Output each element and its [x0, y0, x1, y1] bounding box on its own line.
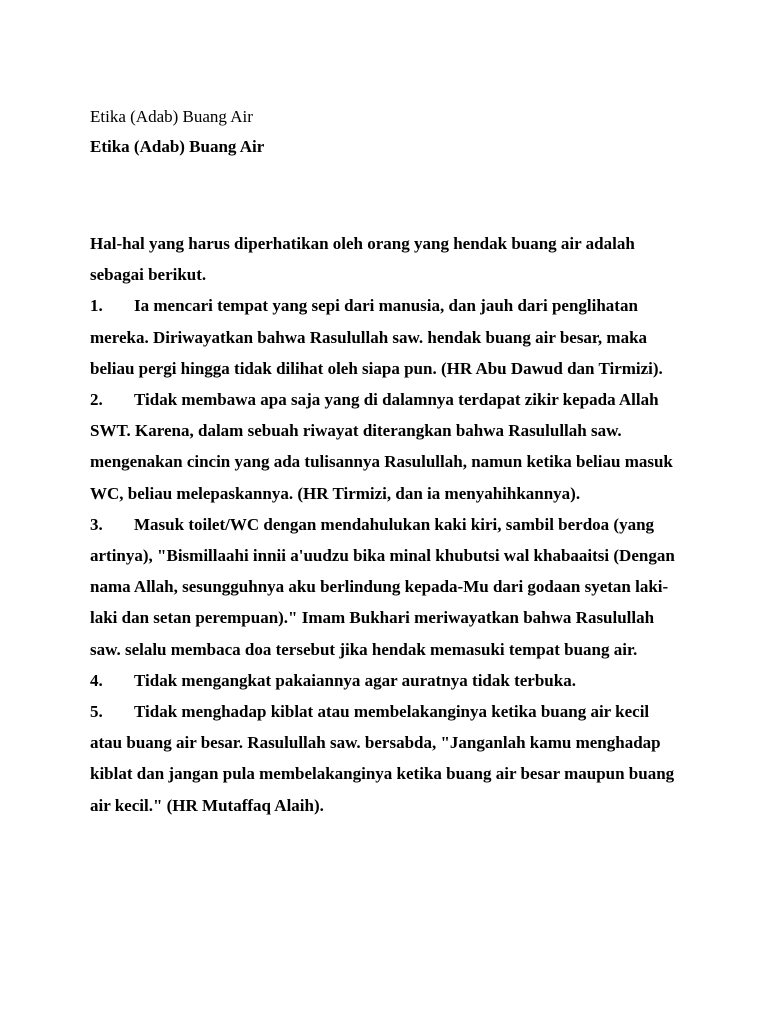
document-heading: Etika (Adab) Buang Air — [90, 137, 265, 156]
list-item-5 — [90, 696, 680, 821]
document-body — [90, 228, 680, 821]
list-item-number: 3. — [90, 514, 103, 534]
list-item-3 — [90, 509, 680, 665]
list-item-text: Tidak membawa apa saja yang di dalamnya terdapat zikir kepada Allah SWT. Karena, dalam sebuah riwayat diterangkan bahwa Rasulullah saw. mengenakan cincin yang ada tulisannya Rasulullah, namun ketika beliau masuk WC, beliau melepaskannya. (HR Tirmizi, dan ia menyahihkannya). — [90, 390, 673, 503]
list-item-text: Ia mencari tempat yang sepi dari manusia, dan jauh dari penglihatan mereka. Diriwayatkan bahwa Rasulullah saw. hendak buang air besar, maka beliau pergi hingga tidak dilihat oleh siapa pun. (HR Abu Dawud dan Tirmizi). — [90, 296, 663, 378]
intro-paragraph: Hal-hal yang harus diperhatikan oleh orang yang hendak buang air adalah sebagai berikut. — [90, 234, 635, 285]
list-item-number: 2. — [90, 390, 103, 410]
list-item-text: Masuk toilet/WC dengan mendahulukan kaki kiri, sambil berdoa (yang artinya), "Bismillaahi innii a'uudzu bika minal khubutsi wal khabaaitsi (Dengan nama Allah, sesungguhnya aku berlindung kepada-Mu dari godaan syetan laki-laki dan setan perempuan)." Imam Bukhari meriwayatkan bahwa Rasulullah saw. selalu membaca doa tersebut jika hendak memasuki tempat buang air. — [90, 514, 675, 659]
list-item-1 — [90, 290, 680, 384]
document-title: Etika (Adab) Buang Air — [90, 107, 253, 126]
list-item-text: Tidak mengangkat pakaiannya agar auratnya tidak terbuka. — [134, 670, 576, 690]
list-item-number: 1. — [90, 296, 103, 316]
list-item-number: 4. — [90, 670, 103, 690]
list-item-text: Tidak menghadap kiblat atau membelakanginya ketika buang air kecil atau buang air besar. Rasulullah saw. bersabda, "Janganlah kamu menghadap kiblat dan jangan pula membelakanginya ketika buang air besar maupun buang air kecil." (HR Mutaffaq Alaih). — [90, 702, 675, 815]
list-item-4 — [90, 665, 680, 696]
list-item-number: 5. — [90, 702, 103, 722]
list-item-2 — [90, 384, 680, 509]
